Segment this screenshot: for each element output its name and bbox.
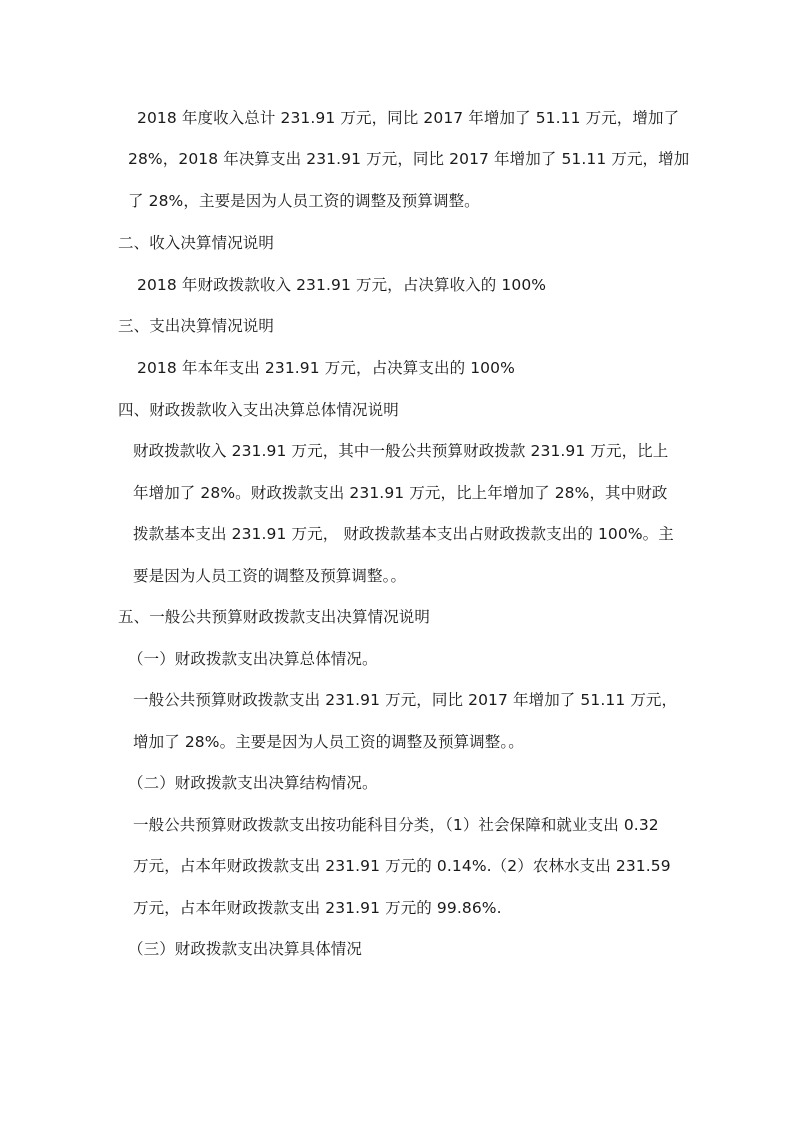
section-4-line-3: 拨款基本支出 231.91 万元， 财政拨款基本支出占财政拨款支出的 100%。主 [133,525,674,543]
section-3-heading: 三、支出决算情况说明 [118,317,275,335]
section-5-heading: 五、一般公共预算财政拨款支出决算情况说明 [118,608,431,626]
section-4-line-2: 年增加了 28%。财政拨款支出 231.91 万元，比上年增加了 28%，其中财政 [133,484,668,502]
intro-line-1: 2018 年度收入总计 231.91 万元，同比 2017 年增加了 51.11 万元，增加了 [137,109,680,127]
section-2-body: 2018 年财政拨款收入 231.91 万元，占决算收入的 100% [137,276,547,294]
section-5-sub-1-line-2: 增加了 28%。主要是因为人员工资的调整及预算调整。。 [133,733,524,751]
section-4-line-1: 财政拨款收入 231.91 万元，其中一般公共预算财政拨款 231.91 万元，比上 [133,442,669,460]
section-5-sub-2-heading: （二）财政拨款支出决算结构情况。 [128,774,378,792]
section-5-sub-1-heading: （一）财政拨款支出决算总体情况。 [128,650,378,668]
intro-line-3: 了 28%，主要是因为人员工资的调整及预算调整。 [128,192,480,210]
section-5-sub-2-line-1: 一般公共预算财政拨款支出按功能科目分类，（1）社会保障和就业支出 0.32 [133,816,659,834]
section-3-body: 2018 年本年支出 231.91 万元，占决算支出的 100% [137,359,515,377]
section-2-heading: 二、收入决算情况说明 [118,234,275,252]
section-5-sub-2-line-2: 万元，占本年财政拨款支出 231.91 万元的 0.14%.（2）农林水支出 231.59 [133,857,671,875]
section-4-heading: 四、财政拨款收入支出决算总体情况说明 [118,401,399,419]
section-4-line-4: 要是因为人员工资的调整及预算调整。。 [133,567,407,585]
section-5-sub-3-heading: （三）财政拨款支出决算具体情况 [128,940,363,958]
intro-line-2: 28%，2018 年决算支出 231.91 万元，同比 2017 年增加了 51.11 万元，增加 [128,150,690,168]
section-5-sub-1-line-1: 一般公共预算财政拨款支出 231.91 万元，同比 2017 年增加了 51.11 万元， [133,691,678,709]
section-5-sub-2-line-3: 万元，占本年财政拨款支出 231.91 万元的 99.86%. [133,899,502,917]
